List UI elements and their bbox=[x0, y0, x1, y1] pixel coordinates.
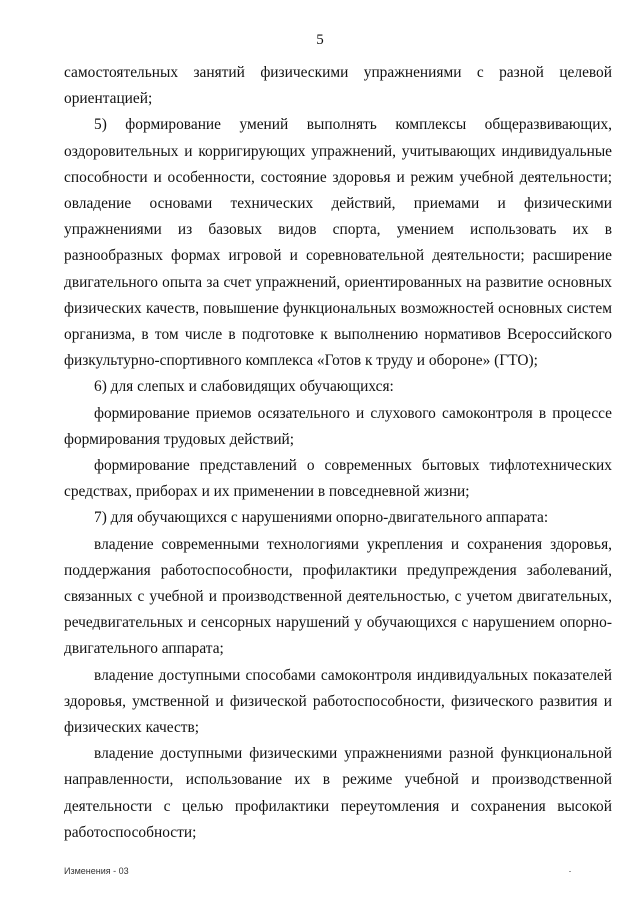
paragraph-item-6-a: формирование приемов осязательного и слухового самоконтроля в процессе формирования трудовых действий; bbox=[64, 404, 612, 448]
paragraph-item-7-c: владение доступными физическими упражнениями разной функциональной направленности, использование их в режиме учебной и производственной деятельности с целью профилактики переутомления и сохранения высокой работоспособности; bbox=[64, 745, 612, 841]
paragraph-item-7-b: владение доступными способами самоконтроля индивидуальных показателей здоровья, умственной и физической работоспособности, физического развития и физических качеств; bbox=[64, 666, 612, 737]
paragraph-item-5: 5) формирование умений выполнять комплексы общеразвивающих, оздоровительных и корригирующих упражнений, учитывающих индивидуальные способности и особенности, состояние здоровья и режим учебной деятельности; овладение основами технических действий, приемами и физическими упражнениями из базовых видов спорта, умением использовать их в разнообразных формах игровой и соревновательной деятельности; расширение двигательного опыта за счет упражнений, ориентированных на развитие основных физических качеств, повышение функциональных возможностей основных систем организма, в том числе в подготовке к выполнению нормативов Всероссийского физкультурно-спортивного комплекса «Готов к труду и обороне» (ГТО); bbox=[64, 116, 612, 370]
scan-speck bbox=[569, 871, 571, 872]
paragraph-continuation: самостоятельных занятий физическими упражнениями с разной целевой ориентацией; bbox=[64, 64, 612, 108]
paragraph-item-6: 6) для слепых и слабовидящих обучающихся: bbox=[94, 378, 394, 396]
paragraph-item-7-a: владение современными технологиями укрепления и сохранения здоровья, поддержания работоспособности, профилактики предупреждения заболеваний, связанных с учебной и производственной деятельностью, с учетом двигательных, речедвигательных и сенсорных нарушений у обучающихся с нарушением опорно-двигательного аппарата; bbox=[64, 535, 612, 658]
footer-revision: Изменения - 03 bbox=[64, 866, 129, 876]
page-number: 5 bbox=[316, 32, 324, 48]
paragraph-item-6-b: формирование представлений о современных бытовых тифлотехнических средствах, приборах и их применении в повседневной жизни; bbox=[64, 457, 612, 501]
paragraph-item-7: 7) для обучающихся с нарушениями опорно-двигательного аппарата: bbox=[94, 509, 549, 527]
document-body bbox=[64, 60, 612, 846]
